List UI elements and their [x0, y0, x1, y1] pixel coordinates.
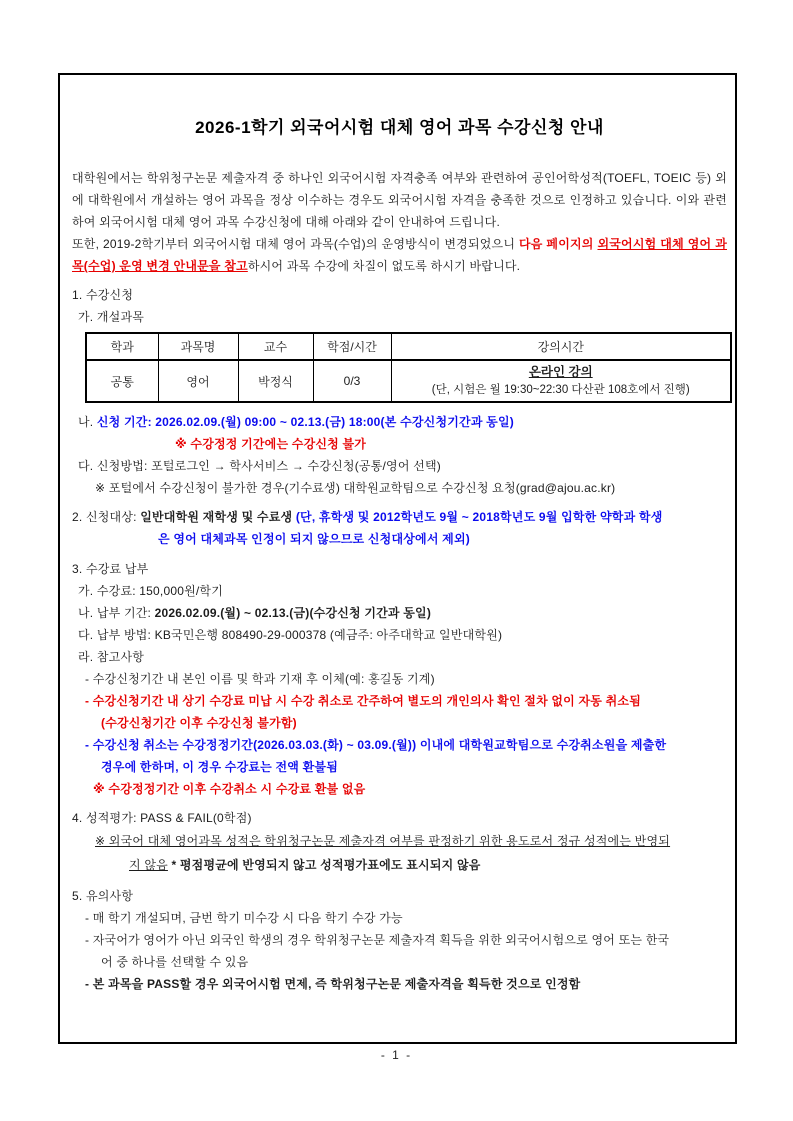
document-border-box	[58, 73, 737, 1044]
reference-note-2	[85, 690, 727, 734]
intro-paragraph-2	[72, 233, 727, 277]
section-2-label: 2. 신청대상:	[72, 510, 141, 524]
reference-note-1: - 수강신청기간 내 본인 이름 및 학과 기재 후 이체(예: 홍길동 기계)	[85, 672, 435, 686]
grade-note-line-1	[95, 829, 727, 853]
application-warning-text: ※ 수강정정 기간에는 수강신청 불가	[175, 437, 367, 451]
section-1-item-a: 가. 개설과목	[78, 310, 145, 324]
section-1-item-b	[78, 411, 727, 433]
grade-note-underlined-1: ※ 외국어 대체 영어과목 성적은 학위청구논문 제출자격 여부를 판정하기 위한 용도로서 정규 성적에는 반영되	[95, 834, 671, 848]
section-2	[72, 506, 727, 550]
section-3-heading: 3. 수강료 납부	[72, 562, 149, 576]
course-table-header-credit: 학점/시간	[313, 333, 391, 360]
reference-note-2-line-1: - 수강신청기간 내 상기 수강료 미납 시 수강 취소로 간주하여 별도의 개인의사 확인 절차 없이 자동 취소됨	[85, 694, 642, 708]
section-3	[72, 558, 727, 800]
course-time-cell	[391, 360, 731, 402]
course-table-row	[86, 360, 731, 402]
course-credit-cell: 0/3	[313, 360, 391, 402]
section-3-item-b	[78, 602, 727, 624]
reference-note-3-line-1: - 수강신청 취소는 수강정정기간(2026.03.03.(화) ~ 03.09.(월)) 이내에 대학원교학팀으로 수강취소원을 제출한	[85, 738, 667, 752]
caution-item-2-line-2: 어 중 하나를 선택할 수 있음	[101, 955, 249, 969]
caution-item-1: - 매 학기 개설되며, 금번 학기 미수강 시 다음 학기 수강 가능	[85, 911, 403, 925]
course-table-header-dept: 학과	[86, 333, 158, 360]
intro-paragraph-1: 대학원에서는 학위청구논문 제출자격 중 하나인 외국어시험 자격충족 여부와 관련하여 공인어학성적(TOEFL, TOEIC 등) 외에 대학원에서 개설하는 영어 과목을 정상 이수하는 경우도 외국어시험 자격을 충족한 것으로 인정하고 있습니다. 이와 관련하여 외국어시험 대체 영어 과목 수강신청에 대해 아래와 같이 안내하여 드립니다.	[72, 171, 727, 229]
course-subject-cell: 영어	[158, 360, 238, 402]
section-2-line-1	[72, 506, 727, 528]
eligible-target-text: 일반대학원 재학생 및 수료생	[140, 510, 296, 524]
course-professor-cell: 박정식	[238, 360, 313, 402]
intro-p2-tail-text: 하시어 과목 수강에 차질이 없도록 하시기 바랍니다.	[247, 259, 521, 273]
intro-p2-red-text: 다음 페이지의	[518, 237, 598, 251]
section-1-heading: 1. 수강신청	[72, 288, 134, 302]
caution-item-2	[85, 929, 727, 973]
section-4	[72, 807, 727, 877]
grade-note-underlined-2: 지 않음	[129, 858, 168, 872]
reference-note-3-line-2: 경우에 한하며, 이 경우 수강료는 전액 환불됨	[101, 760, 338, 774]
grade-note	[95, 829, 727, 877]
course-dept-cell: 공통	[86, 360, 158, 402]
section-3-item-c: 다. 납부 방법: KB국민은행 808490-29-000378 (예금주: 아주대학교 일반대학원)	[78, 628, 503, 642]
intro-p2-black-text: 또한, 2019-2학기부터 외국어시험 대체 영어 과목(수업)의 운영방식이 변경되었으니	[72, 237, 519, 251]
caution-item-2-line-1: - 자국어가 영어가 아닌 외국인 학생의 경우 학위청구논문 제출자격 획득을 위한 외국어시험으로 영어 또는 한국	[85, 933, 670, 947]
payment-period-text: 2026.02.09.(월) ~ 02.13.(금)(수강신청 기간과 동일)	[154, 606, 432, 620]
application-period-text: 신청 기간: 2026.02.09.(월) 09:00 ~ 02.13.(금) 18:00(본 수강신청기간과 동일)	[96, 415, 514, 429]
grade-note-line-2	[129, 853, 727, 877]
section-3-item-a: 가. 수강료: 150,000원/학기	[78, 584, 223, 598]
refund-warning-text: ※ 수강정정기간 이후 수강취소 시 수강료 환불 없음	[93, 782, 366, 796]
payment-period-label: 나. 납부 기간:	[78, 606, 155, 620]
reference-note-3	[85, 734, 727, 778]
course-table-header-professor: 교수	[238, 333, 313, 360]
section-3-item-d: 라. 참고사항	[78, 650, 145, 664]
section-1-item-c: 다. 신청방법: 포털로그인 → 학사서비스 → 수강신청(공통/영어 선택)	[78, 459, 441, 473]
course-table	[85, 332, 732, 403]
page-number: - 1 -	[380, 1048, 413, 1062]
lecture-note-text: (단, 시험은 월 19:30~22:30 다산관 108호에서 진행)	[431, 384, 690, 396]
grade-note-bold: * 평점평균에 반영되지 않고 성적평가표에도 표시되지 않음	[167, 858, 481, 872]
page-title: 2026-1학기 외국어시험 대체 영어 과목 수강신청 안내	[195, 118, 604, 137]
exception-text-line-1: (단, 휴학생 및 2012학년도 9월 ~ 2018학년도 9월 입학한 약학과 학생	[295, 510, 663, 524]
section-5	[72, 885, 727, 995]
section-5-heading: 5. 유의사항	[72, 889, 134, 903]
course-table-header-time: 강의시간	[391, 333, 731, 360]
section-1	[72, 284, 727, 499]
course-table-header-row	[86, 333, 731, 360]
item-b-label: 나.	[78, 415, 97, 429]
lecture-type-text: 온라인 강의	[528, 365, 593, 379]
course-table-header-subject: 과목명	[158, 333, 238, 360]
reference-note-2-line-2: (수강신청기간 이후 수강신청 불가함)	[101, 716, 297, 730]
section-1-item-c-note: ※ 포털에서 수강신청이 불가한 경우(기수료생) 대학원교학팀으로 수강신청 요청(grad@ajou.ac.kr)	[95, 481, 616, 495]
intro-p2-red-underlined-text: 외국어시험 대체 영어 과목(수업) 운영 변경 안내문을 참고	[72, 237, 727, 273]
exception-text-line-2: 은 영어 대체과목 인정이 되지 않으므로 신청대상에서 제외)	[158, 532, 470, 546]
section-4-heading: 4. 성적평가: PASS & FAIL(0학점)	[72, 811, 252, 825]
caution-item-3: - 본 과목을 PASS할 경우 외국어시험 면제, 즉 학위청구논문 제출자격을 획득한 것으로 인정함	[85, 977, 581, 991]
